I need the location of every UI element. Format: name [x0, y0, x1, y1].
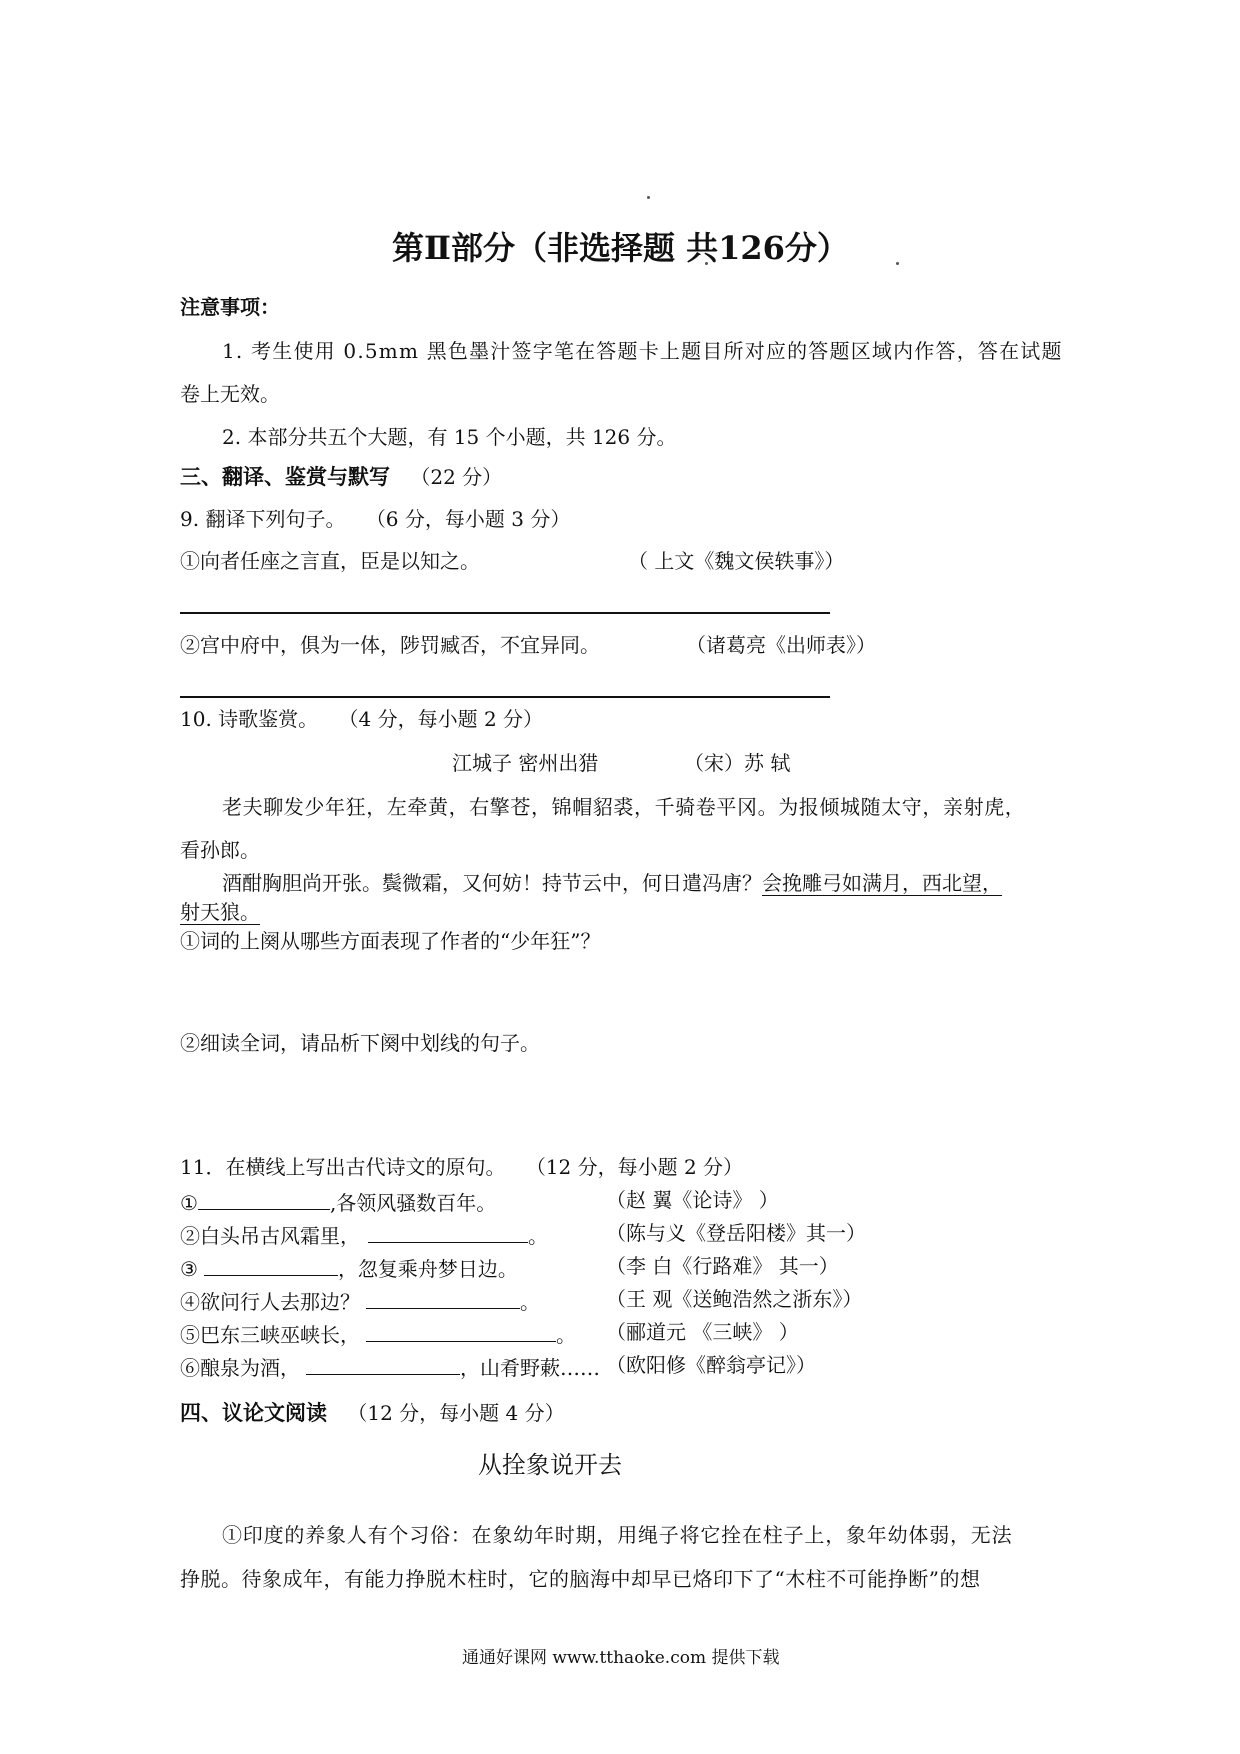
- q11-stem: [180, 1154, 743, 1180]
- q9-item-1-source: （ 上文《魏文侯轶事》）: [628, 549, 845, 573]
- q11-item-2: ②白头吊古风霜里， 。: [180, 1220, 548, 1249]
- part-title: 第Ⅱ部分（非选择题 共126分）: [392, 229, 849, 267]
- q11-blank-3[interactable]: [204, 1253, 338, 1276]
- section-4-heading: [180, 1400, 565, 1426]
- q9-item-2: ②宫中府中，俱为一体，陟罚臧否，不宜异同。: [180, 633, 600, 657]
- poem-underlined-sentence-cont: 射天狼。: [180, 900, 260, 924]
- q11-item-1-source: （赵 翼《论诗》 ）: [606, 1188, 779, 1212]
- section-4-score: （12 分，每小题 4 分）: [347, 1401, 565, 1425]
- q9-answer-line-1[interactable]: [180, 612, 830, 614]
- q11-item-5: ⑤巴东三峡巫峡长， 。: [180, 1319, 576, 1348]
- q9-answer-line-2[interactable]: [180, 696, 830, 698]
- section-4-title: 四、议论文阅读: [180, 1400, 327, 1425]
- poem-stanza-2-plain: 酒酣胸胆尚开张。鬓微霜，又何妨！持节云中，何日遣冯唐？: [222, 871, 762, 895]
- q11-item-4: ④欲问行人去那边？ 。: [180, 1286, 540, 1315]
- q11-item-5-source: （郦道元 《三峡》 ）: [606, 1320, 799, 1344]
- q10-sub-1: ①词的上阕从哪些方面表现了作者的“少年狂”？: [180, 929, 601, 953]
- page-footer: 通通好课网 www.tthaoke.com 提供下载: [462, 1648, 780, 1668]
- q11-blank-4[interactable]: [366, 1286, 520, 1309]
- scan-speck: [896, 262, 899, 265]
- q9-stem-text: 9. 翻译下列句子。: [180, 507, 346, 531]
- q10-stem: [180, 706, 543, 732]
- scan-speck: [647, 196, 650, 199]
- poem-stanza-1-line-1: 老夫聊发少年狂，左牵黄，右擎苍，锦帽貂裘，千骑卷平冈。为报倾城随太守，亲射虎，: [222, 795, 1026, 819]
- q11-item-3: ③ ，忽复乘舟梦日边。: [180, 1253, 518, 1282]
- poem-underlined-sentence: 会挽雕弓如满月，西北望，: [762, 871, 1002, 895]
- section-3-title: 三、翻译、鉴赏与默写: [180, 464, 390, 489]
- q11-item-6: ⑥酿泉为酒， ，山肴野蔌……: [180, 1352, 600, 1381]
- q9-item-2-source: （诸葛亮《出师表》）: [686, 633, 876, 657]
- note-2: 2. 本部分共五个大题，有 15 个小题，共 126 分。: [222, 425, 677, 449]
- q11-item-2-source: （陈与义《登岳阳楼》其一）: [606, 1221, 866, 1245]
- poem-stanza-1-line-2: 看孙郎。: [180, 838, 260, 862]
- q11-blank-6[interactable]: [306, 1352, 460, 1375]
- q11-item-3-source: （李 白《行路难》 其一）: [606, 1254, 839, 1278]
- q11-item-6-source: （欧阳修《醉翁亭记》）: [606, 1353, 816, 1377]
- section-3-heading: [180, 464, 502, 490]
- q9-stem: [180, 506, 570, 532]
- q10-stem-text: 10. 诗歌鉴赏。: [180, 707, 319, 731]
- article-title: 从拴象说开去: [478, 1451, 622, 1479]
- poem-stanza-2-line-2: [180, 899, 260, 925]
- note-1: 1. 考生使用 0.5mm 黑色墨汁签字笔在答题卡上题目所对应的答题区域内作答，答在试题: [222, 339, 1063, 363]
- poem-title: 江城子 密州出猎: [452, 751, 599, 775]
- poem-stanza-2-line-1: [222, 870, 1002, 896]
- q11-item-4-source: （王 观《送鲍浩然之浙东》）: [606, 1287, 863, 1311]
- notes-header: 注意事项：: [180, 295, 280, 319]
- note-1-cont: 卷上无效。: [180, 382, 280, 406]
- q9-item-1: ①向者任座之言直，臣是以知之。: [180, 549, 480, 573]
- q11-blank-2[interactable]: [368, 1220, 528, 1243]
- q9-score: （6 分，每小题 3 分）: [365, 507, 571, 531]
- section-3-score: （22 分）: [410, 465, 503, 489]
- q11-blank-1[interactable]: [198, 1187, 330, 1210]
- q11-blank-5[interactable]: [366, 1319, 556, 1342]
- article-para-1-line-1: ①印度的养象人有个习俗：在象幼年时期，用绳子将它拴在柱子上，象年幼体弱，无法: [222, 1523, 1013, 1547]
- q11-stem-text: 11．在横线上写出古代诗文的原句。: [180, 1155, 506, 1179]
- q10-sub-2: ②细读全词，请品析下阕中划线的句子。: [180, 1031, 540, 1055]
- q11-item-1: ① ,各领风骚数百年。: [180, 1187, 496, 1216]
- poem-author: （宋）苏 轼: [684, 751, 791, 775]
- q11-score: （12 分，每小题 2 分）: [525, 1155, 744, 1179]
- article-para-1-line-2: 挣脱。待象成年，有能力挣脱木柱时，它的脑海中却早已烙印下了“木柱不可能挣断”的想: [180, 1567, 981, 1591]
- q10-score: （4 分，每小题 2 分）: [338, 707, 544, 731]
